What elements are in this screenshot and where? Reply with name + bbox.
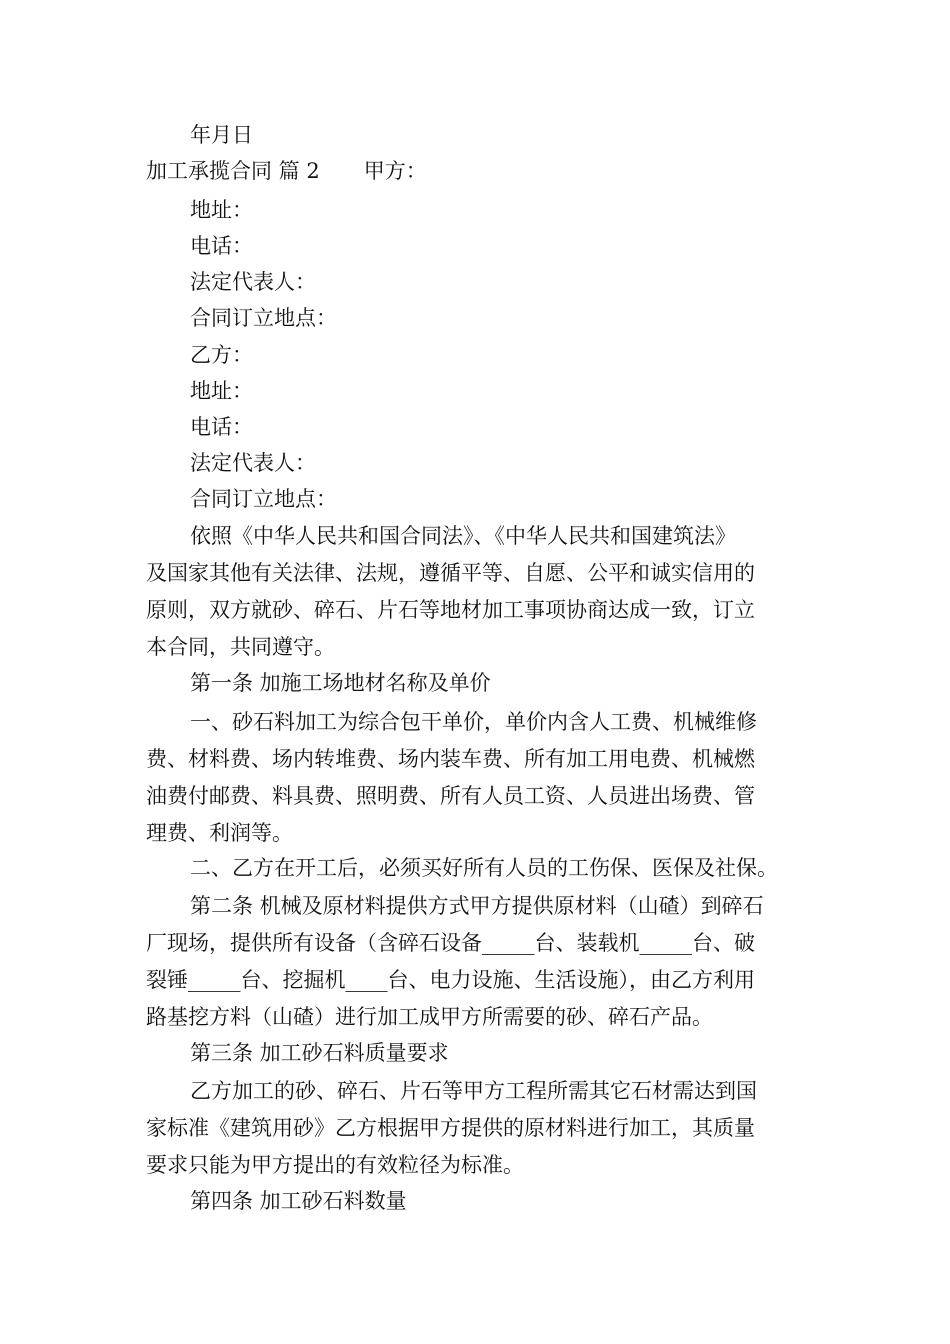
preamble-line-3: 原则，双方就砂、碎石、片石等地材加工事项协商达成一致，订立 (146, 598, 755, 622)
article-2-line-4: 路基挖方料（山碴）进行加工成甲方所需要的砂、碎石产品。 (146, 1005, 713, 1029)
party-b-signing-place: 合同订立地点： (190, 487, 337, 511)
article-2-line-3: 裂锤_____台、挖掘机____台、电力设施、生活设施），由乙方利用 (146, 968, 755, 992)
article-2-line-1: 第二条 机械及原材料提供方式甲方提供原材料（山碴）到碎石 (190, 894, 764, 918)
article-2-line-2: 厂现场，提供所有设备（含碎石设备_____台、装载机_____台、破 (146, 931, 755, 955)
party-b-legal-rep: 法定代表人： (190, 451, 316, 475)
date-line: 年月日 (190, 123, 253, 147)
article-3-line-3: 要求只能为甲方提出的有效粒径为标准。 (146, 1153, 524, 1177)
article-3-title: 第三条 加工砂石料质量要求 (190, 1041, 449, 1065)
party-a-legal-rep: 法定代表人： (190, 270, 316, 294)
contract-title: 加工承揽合同 篇 2 (146, 159, 320, 183)
article-1-item-1-line-3: 油费付邮费、料具费、照明费、所有人员工资、人员进出场费、管 (146, 784, 755, 808)
party-a-label: 甲方： (363, 159, 427, 183)
article-1-title: 第一条 加施工场地材名称及单价 (190, 671, 491, 695)
article-4-title: 第四条 加工砂石料数量 (190, 1189, 407, 1213)
party-b-phone: 电话： (190, 415, 253, 439)
party-a-signing-place: 合同订立地点： (190, 306, 337, 330)
party-a-address: 地址： (190, 198, 253, 222)
party-a-phone: 电话： (190, 234, 253, 258)
contract-heading (146, 153, 427, 189)
article-1-item-1-line-2: 费、材料费、场内转堆费、场内装车费、所有加工用电费、机械燃 (146, 747, 755, 771)
article-1-item-1-line-4: 理费、利润等。 (146, 821, 293, 845)
article-1-item-2: 二、乙方在开工后，必须买好所有人员的工伤保、医保及社保。 (190, 856, 778, 880)
preamble-line-1: 依照《中华人民共和国合同法》、《中华人民共和国建筑法》 (190, 524, 736, 548)
preamble-line-4: 本合同，共同遵守。 (146, 635, 335, 659)
article-3-line-2: 家标准《建筑用砂》乙方根据甲方提供的原材料进行加工，其质量 (146, 1116, 755, 1140)
article-1-item-1-line-1: 一、砂石料加工为综合包干单价，单价内含人工费、机械维修 (190, 710, 757, 734)
party-b-address: 地址： (190, 379, 253, 403)
preamble-line-2: 及国家其他有关法律、法规，遵循平等、自愿、公平和诚实信用的 (146, 561, 755, 585)
party-b-label: 乙方： (190, 343, 253, 367)
article-3-line-1: 乙方加工的砂、碎石、片石等甲方工程所需其它石材需达到国 (190, 1079, 757, 1103)
